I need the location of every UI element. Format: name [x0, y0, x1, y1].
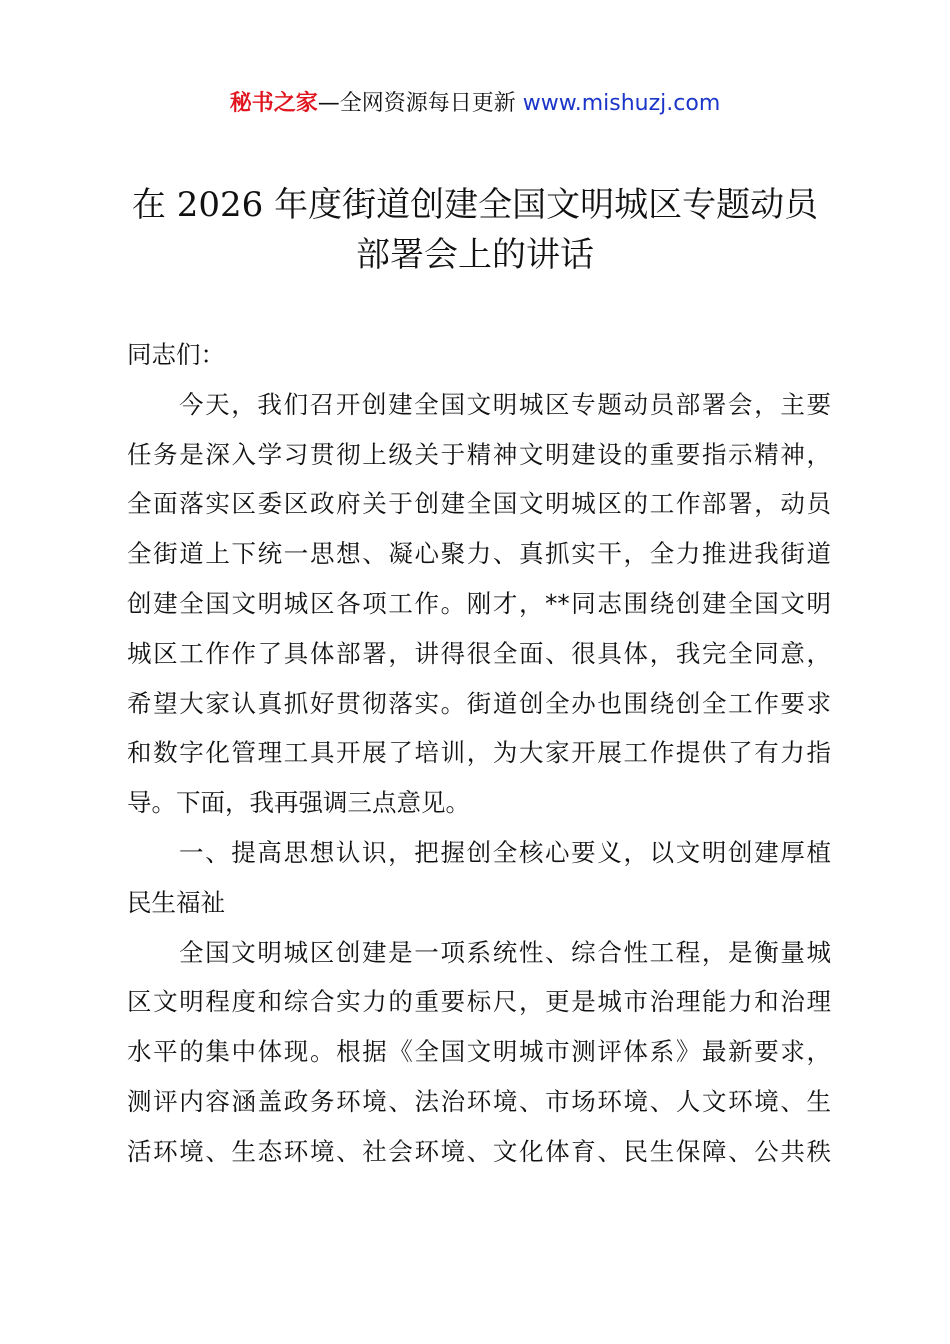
title-line: 在 2026 年度街道创建全国文明城区专题动员 — [131, 185, 819, 225]
paragraph-intro — [127, 380, 831, 828]
text-line: 水平的集中体现。根据《全国文明城市测评体系》最新要求， — [127, 1037, 831, 1067]
text-line: 一、提高思想认识，把握创全核心要义，以文明创建厚植 — [179, 837, 831, 867]
text-line: 全街道上下统一思想、凝心聚力、真抓实干，全力推进我街道 — [127, 539, 831, 569]
text-line: 希望大家认真抓好贯彻落实。街道创全办也围绕创全工作要求 — [127, 688, 831, 718]
site-header — [0, 88, 950, 120]
section-heading-1 — [127, 828, 831, 928]
brand-name: 秘书之家 — [229, 91, 318, 116]
text-line: 创建全国文明城区各项工作。刚才，**同志围绕创建全国文明 — [127, 588, 831, 618]
text-line: 今天，我们召开创建全国文明城区专题动员部署会，主要 — [179, 389, 831, 419]
text-line: 全面落实区委区政府关于创建全国文明城区的工作部署，动员 — [127, 489, 831, 519]
text-line: 测评内容涵盖政务环境、法治环境、市场环境、人文环境、生 — [127, 1086, 831, 1116]
document-title — [100, 180, 850, 280]
document-body — [127, 330, 831, 1177]
text-line: 任务是深入学习贯彻上级关于精神文明建设的重要指示精神， — [127, 439, 831, 469]
paragraph-section-1 — [127, 928, 831, 1177]
text-line: 民生福祉 — [127, 887, 225, 917]
title-line: 部署会上的讲话 — [356, 235, 594, 275]
text-line: 导。下面，我再强调三点意见。 — [127, 788, 470, 818]
salutation: 同志们： — [127, 340, 225, 369]
header-slogan: —全网资源每日更新 — [317, 91, 523, 116]
text-line: 城区工作作了具体部署，讲得很全面、很具体，我完全同意， — [127, 638, 831, 668]
text-line: 全国文明城区创建是一项系统性、综合性工程，是衡量城 — [179, 937, 831, 967]
text-line: 区文明程度和综合实力的重要标尺，更是城市治理能力和治理 — [127, 987, 831, 1017]
site-url-link[interactable]: www.mishuzj.com — [522, 91, 721, 116]
text-line: 活环境、生态环境、社会环境、文化体育、民生保障、公共秩 — [127, 1136, 831, 1166]
text-line: 和数字化管理工具开展了培训，为大家开展工作提供了有力指 — [127, 738, 831, 768]
